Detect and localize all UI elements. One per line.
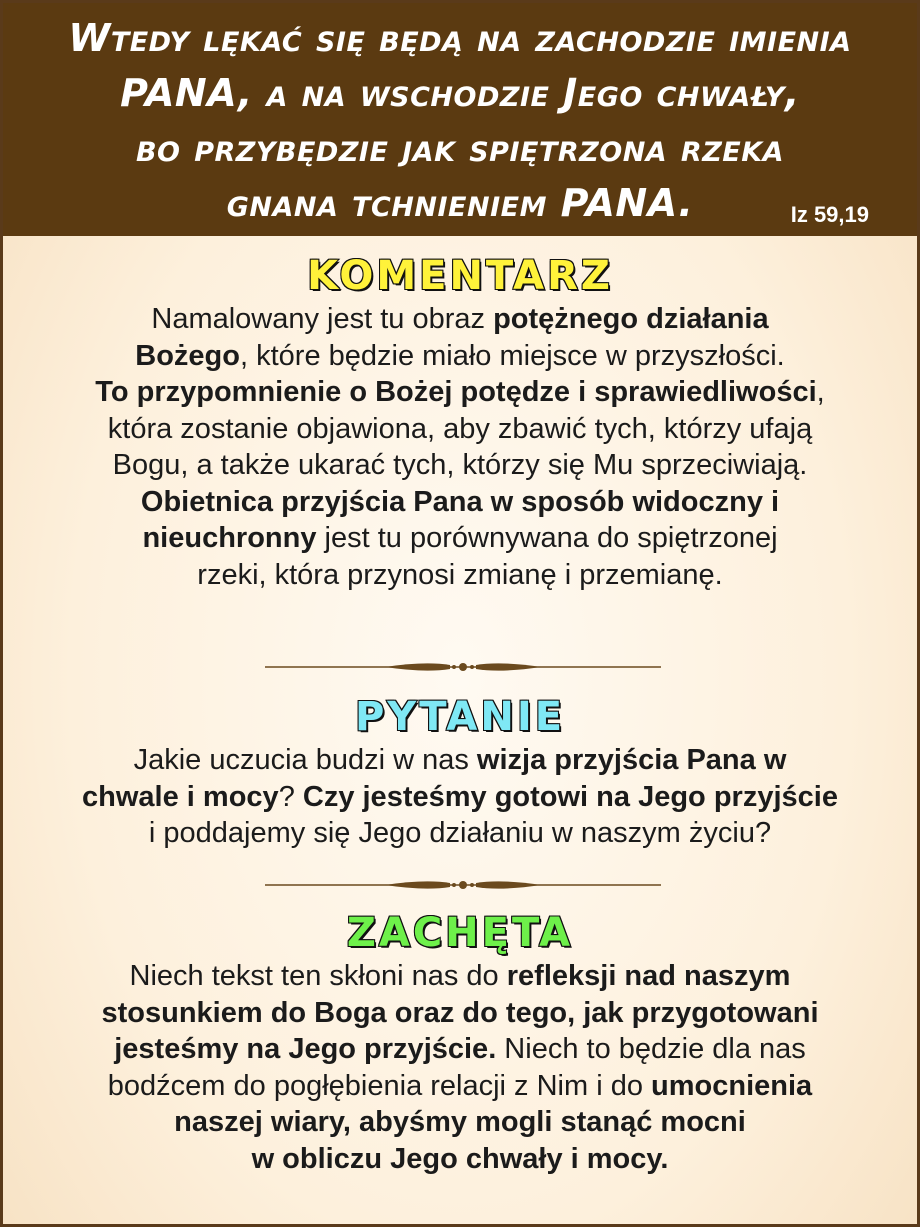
text-run: , które będzie miało miejsce w przyszłości.: [239, 339, 785, 372]
bold-run: w obliczu Jego chwały i mocy.: [251, 1142, 669, 1175]
text-line: [3, 1031, 917, 1068]
pytanie-text: [3, 742, 917, 852]
text-line: [3, 374, 917, 411]
text-line: [3, 557, 917, 594]
verse-reference: Iz 59,19: [790, 202, 869, 227]
text-line: [3, 338, 917, 375]
text-run: Bogu, a także ukarać tych, którzy się Mu sprzeciwiają.: [112, 449, 808, 481]
text-run: ?: [278, 780, 303, 813]
zacheta-text: [3, 958, 917, 1177]
text-run: Niech tekst ten skłoni nas do: [129, 960, 507, 992]
text-run: Namalowany jest tu obraz: [151, 303, 494, 335]
zacheta-section: [3, 908, 917, 1177]
pytanie-section: [3, 692, 917, 852]
text-line: [3, 1104, 917, 1141]
bold-run: Obietnica przyjścia Pana w sposób widoczny i: [140, 485, 780, 518]
bold-run: nieuchronny: [142, 522, 317, 554]
bold-run: chwale i mocy: [82, 780, 279, 813]
bold-run: To przypomnienie o Bożej potędze i sprawiedliwości: [95, 376, 817, 408]
bold-run: umocnienia: [651, 1069, 813, 1102]
text-run: Niech to będzie dla nas: [496, 1033, 806, 1065]
komentarz-section: [3, 251, 917, 593]
text-line: [3, 742, 917, 779]
bold-run: stosunkiem do Boga oraz do tego, jak przygotowani: [101, 996, 819, 1029]
text-line: [3, 995, 917, 1032]
bold-run: jesteśmy na Jego przyjście.: [114, 1033, 497, 1065]
ornament-divider: [265, 878, 661, 892]
text-line: [3, 411, 917, 448]
bold-run: refleksji nad naszym: [506, 960, 791, 992]
zacheta-title: ZACHĘTA: [346, 910, 574, 956]
bold-run: potężnego działania: [493, 303, 769, 335]
text-line: [3, 301, 917, 338]
text-line: [3, 484, 917, 521]
verse-line: PANA, a na wschodzie Jego chwały,: [120, 71, 800, 115]
pytanie-title: PYTANIE: [354, 694, 566, 740]
text-run: ,: [816, 376, 825, 408]
komentarz-title: KOMENTARZ: [307, 253, 613, 299]
verse-header: [3, 3, 917, 236]
text-run: i poddajemy się Jego działaniu w naszym życiu?: [148, 817, 772, 849]
ornament-divider: [265, 660, 661, 674]
text-run: jest tu porównywana do spiętrzonej: [316, 522, 778, 554]
bold-run: naszej wiary, abyśmy mogli stanąć mocni: [174, 1106, 746, 1138]
text-run: która zostanie objawiona, aby zbawić tych, którzy ufają: [107, 412, 813, 445]
bold-run: Bożego: [135, 339, 240, 372]
verse-line: bo przybędzie jak spiętrzona rzeka: [135, 126, 785, 170]
bold-run: Czy jesteśmy gotowi na Jego przyjście: [302, 780, 838, 813]
verse-line: Wtedy lękać się będą na zachodzie imienia: [68, 16, 852, 60]
komentarz-text: [3, 301, 917, 593]
verse-line: gnana tchnieniem PANA.: [226, 181, 694, 225]
text-line: [3, 815, 917, 852]
text-line: [3, 779, 917, 816]
text-run: Jakie uczucia budzi w nas: [133, 744, 477, 776]
text-line: [3, 1141, 917, 1178]
text-line: [3, 958, 917, 995]
text-line: [3, 520, 917, 557]
text-line: [3, 447, 917, 484]
text-line: [3, 1068, 917, 1105]
verse-text: [3, 3, 917, 231]
bold-run: wizja przyjścia Pana w: [476, 744, 787, 776]
text-run: rzeki, która przynosi zmianę i przemianę.: [197, 558, 723, 591]
text-run: bodźcem do pogłębienia relacji z Nim i do: [107, 1069, 652, 1102]
